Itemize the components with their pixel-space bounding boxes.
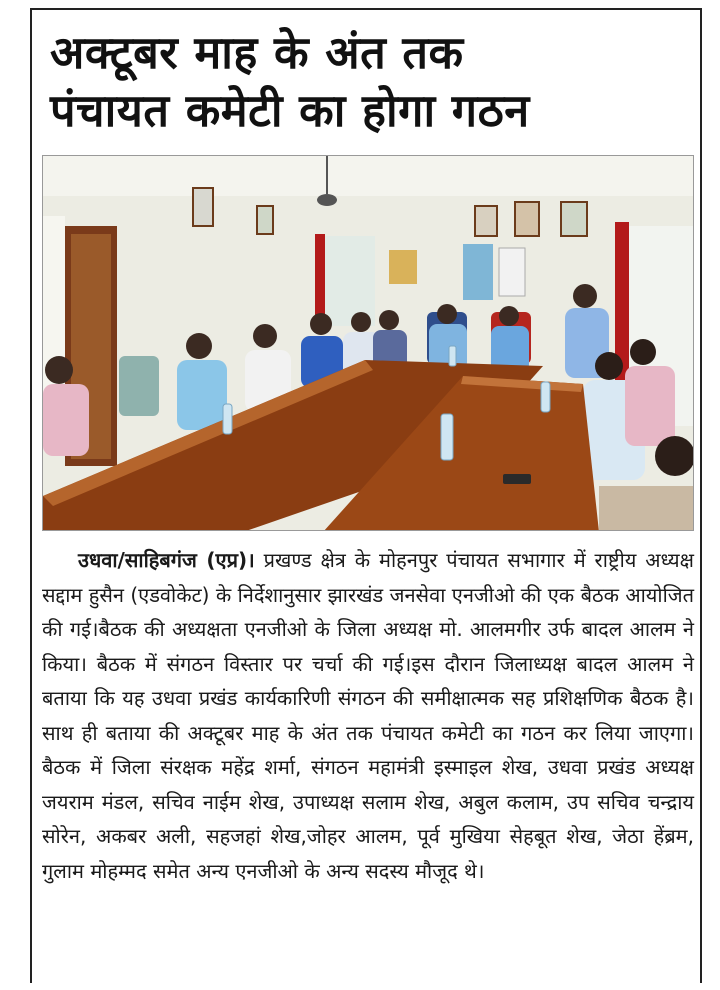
meeting-photo — [42, 155, 694, 531]
headline-line-1: अक्टूबर माह के अंत तक — [50, 26, 464, 79]
news-clipping — [30, 8, 702, 983]
headline — [50, 24, 690, 140]
headline-line-2: पंचायत कमेटी का होगा गठन — [50, 84, 530, 137]
article-body — [42, 543, 694, 888]
article-text: प्रखण्ड क्षेत्र के मोहनपुर पंचायत सभागार में राष्ट्रीय अध्यक्ष सद्दाम हुसैन (एडवोकेट) के निर्देशानुसार झारखंड जनसेवा एनजीओ की एक बैठक आयोजित की गई।बैठक की अध्यक्षता एनजीओ के जिला अध्यक्ष मो. आलमगीर उर्फ बादल आलम ने किया। बैठक में संगठन विस्तार पर चर्चा की गई।इस दौरान जिलाध्यक्ष बादल आलम ने बताया कि यह उधवा प्रखंड कार्यकारिणी संगठन की समीक्षात्मक सह प्रशिक्षणिक बैठक है।साथ ही बताया की अक्टूबर माह के अंत तक पंचायत कमेटी का गठन कर लिया जाएगा। बैठक में जिला संरक्षक महेंद्र शर्मा, संगठन महामंत्री इस्माइल शेख, उधवा प्रखंड अध्यक्ष जयराम मंडल, सचिव नाईम शेख, उपाध्यक्ष सलाम शेख, अबुल कलाम, उप सचिव चन्द्राय सोरेन, अकबर अली, सहजहां शेख,जोहर आलम, पूर्व मुखिया सेहबूत शेख, जेठा हेंब्रम, गुलाम मोहम्मद समेत अन्य एनजीओ के अन्य सदस्य मौजूद थे। — [42, 548, 695, 883]
dateline: उधवा/साहिबगंज (एप्र)। — [78, 548, 255, 572]
